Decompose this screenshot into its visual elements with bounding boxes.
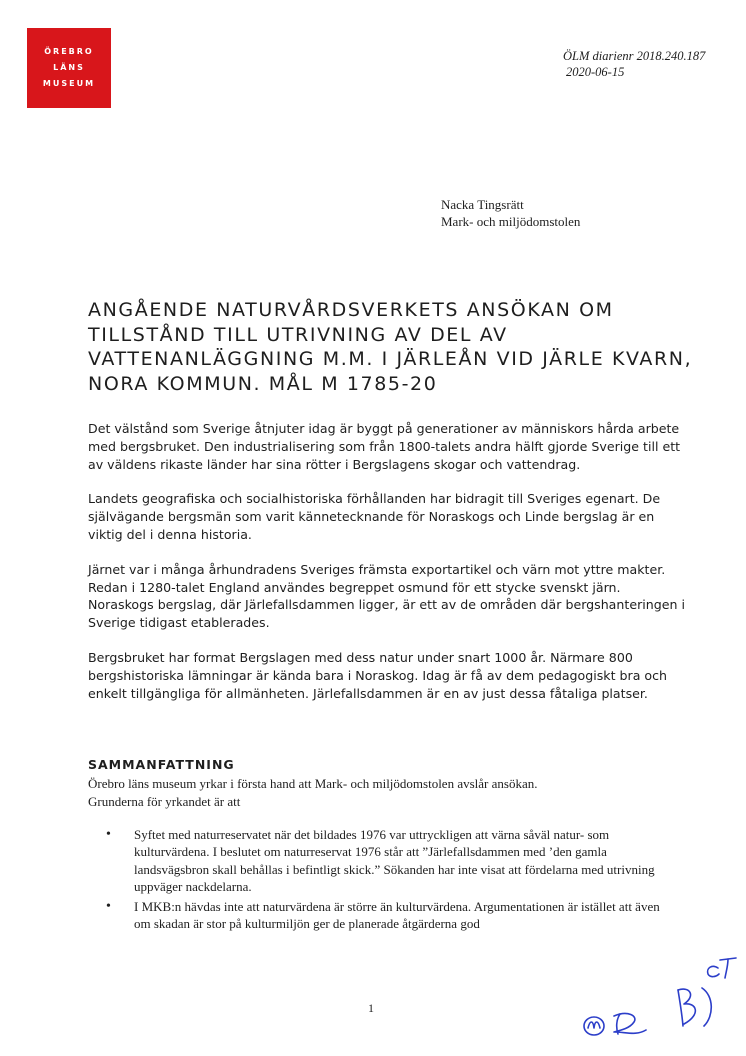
- page-number: 1: [368, 1001, 374, 1015]
- bullet-item: • I MKB:n hävdas inte att naturvärdena är större än kulturvärdena. Argumentationen är istället att även om skadan är stor på kulturmiljön ger de planerade åtgärderna god: [88, 898, 668, 933]
- logo-line-3: MUSEUM: [42, 79, 96, 88]
- reference-block: [563, 48, 705, 80]
- summary-bullet-list: [88, 826, 668, 934]
- paragraph: Järnet var i många århundradens Sveriges främsta exportartikel och värn mot yttre makter. Redan i 1280-talet England användes begreppet osmund för ett stycke svenskt järn. Noraskogs bergslag, där Järlefallsdammen ligger, är ett av de områden där bergshanteringen i Sverige tidigast etablerades.: [88, 561, 685, 631]
- recipient-address: [441, 196, 580, 230]
- recipient-line-2: Mark- och miljödomstolen: [441, 214, 581, 229]
- document-heading: ANGÅENDE NATURVÅRDSVERKETS ANSÖKAN OM TILLSTÅND TILL UTRIVNING AV DEL AV VATTENANLÄGGNING M.M. I JÄRLEÅN VID JÄRLE KVARN, NORA KOMMUN. MÅL M 1785-20: [88, 299, 693, 395]
- paragraph: Landets geografiska och socialhistoriska förhållanden har bidragit till Sveriges egenart. De självägande bergsmän som varit kännetecknande för Noraskogs och Linde bergslag är en viktig del i denna historia.: [88, 491, 661, 542]
- museum-logo: [27, 28, 111, 108]
- summary-intro-line-1: Örebro läns museum yrkar i första hand att Mark- och miljödomstolen avslår ansökan.: [88, 776, 538, 791]
- paragraph: Bergsbruket har format Bergslagen med dess natur under snart 1000 år. Närmare 800 bergshistoriska lämningar är kända bara i Noraskog. Idag är få av dem pedagogiskt bra och enkelt tillgängliga för allmänheten. Järlefallsdammen är en av just dessa fåtaliga platser.: [88, 649, 668, 701]
- document-date: 2020-06-15: [566, 65, 625, 79]
- logo-line-1: ÖREBRO: [44, 47, 94, 56]
- paragraph: Det välstånd som Sverige åtnjuter idag är byggt på generationer av människors hårda arbete med bergsbruket. Den industrialisering som från 1800-talets andra hälft gjorde Sverige till ett av väldens rikaste länder har sina rötter i Bergslagens skogar och vattendrag.: [88, 421, 681, 472]
- recipient-line-1: Nacka Tingsrätt: [441, 197, 524, 212]
- summary-intro: [88, 775, 648, 811]
- summary-intro-line-2: Grunderna för yrkandet är att: [88, 794, 241, 809]
- diarie-number: ÖLM diarienr 2018.240.187: [563, 49, 706, 63]
- summary-title: SAMMANFATTNING: [88, 757, 235, 772]
- handwritten-initials: [580, 950, 740, 1050]
- body-text: [88, 420, 688, 719]
- bullet-item: • Syftet med naturreservatet när det bildades 1976 var uttryckligen att värna såväl natur- som kulturvärdena. I beslutet om naturreservat 1976 står att ”Järlefallsdammen med ’den gamla landsvägsbron skall behållas i befintligt skick.” Sökanden har inte visat att fördelarna med utrivning uppväger nackdelarna.: [88, 826, 668, 896]
- logo-line-2: LÄNS: [53, 63, 85, 72]
